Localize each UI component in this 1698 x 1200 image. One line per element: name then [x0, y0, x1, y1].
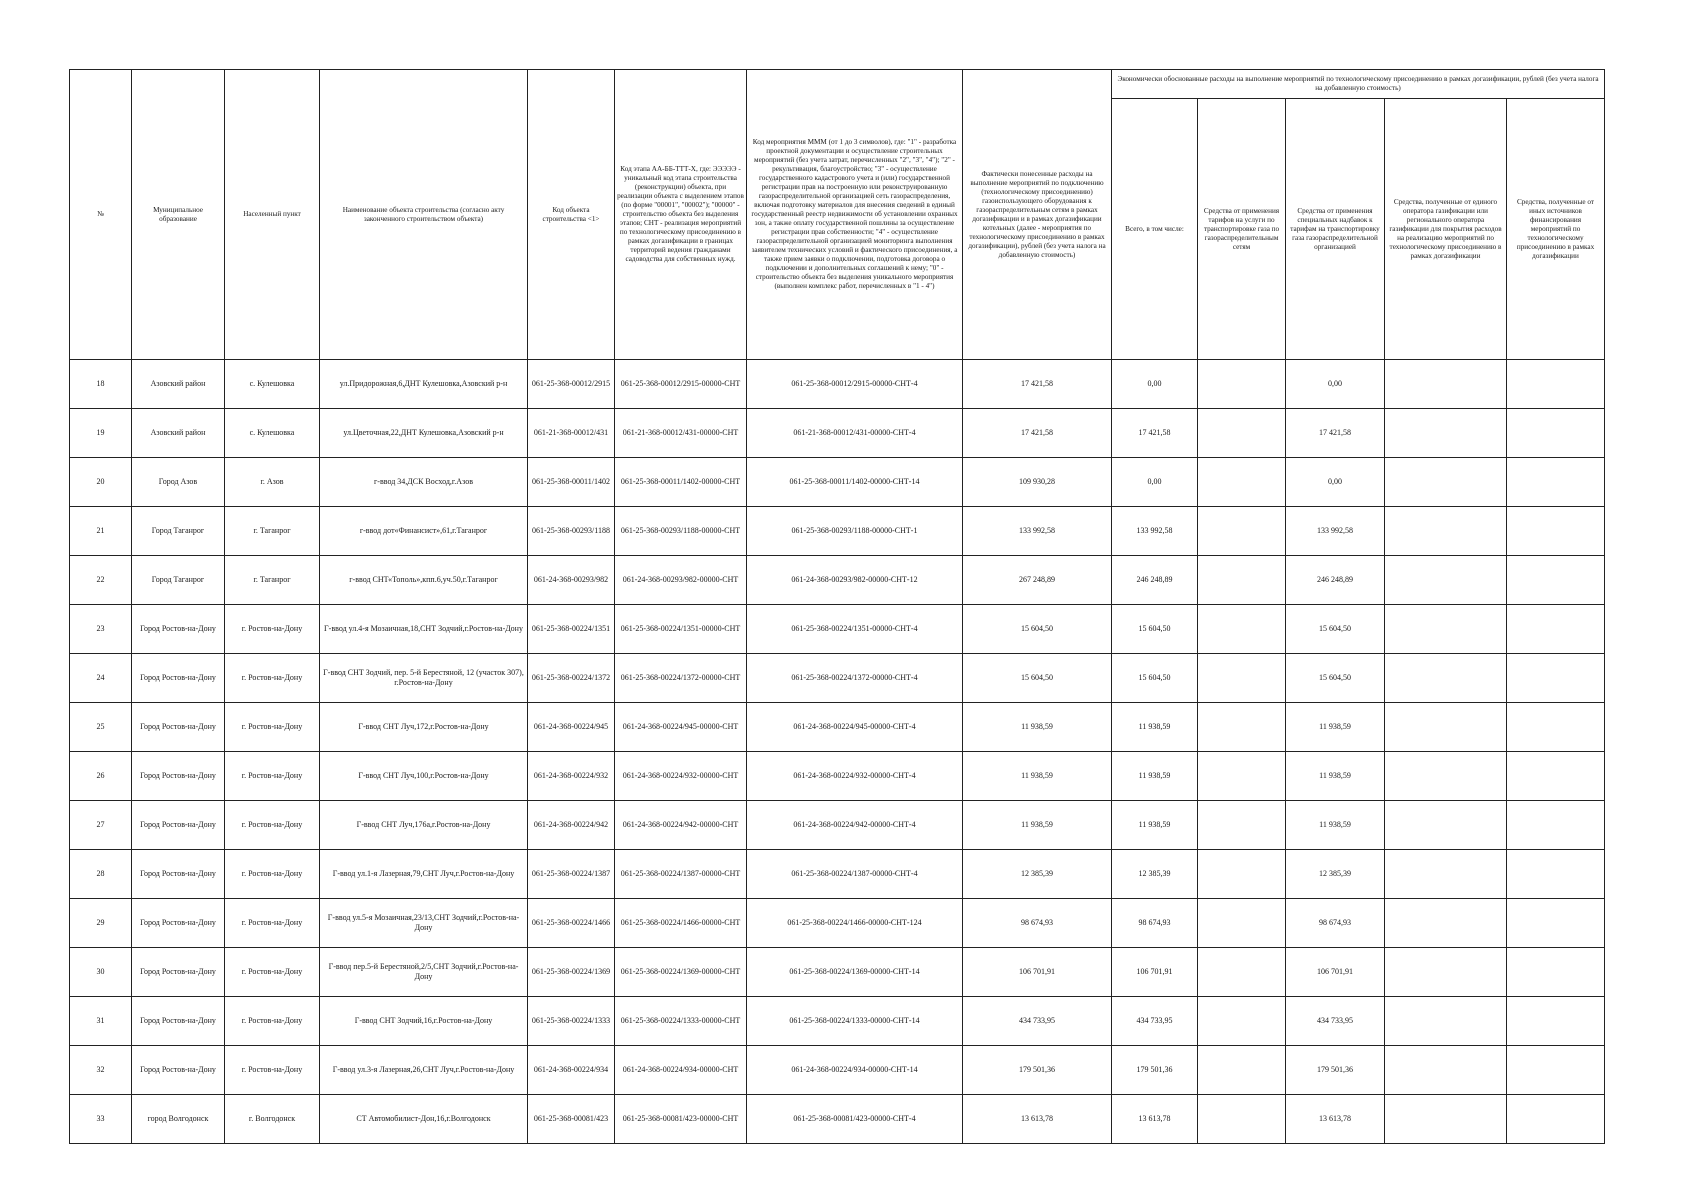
cell-event-code: 061-25-368-00293/1188-00000-СНТ-1: [747, 507, 963, 556]
cell-stage-code: 061-25-368-00224/1369-00000-СНТ: [615, 948, 747, 997]
cell-total: 179 501,36: [1112, 1046, 1198, 1095]
cell-municipality: Город Ростов-на-Дону: [132, 703, 225, 752]
cell-object-code: 061-25-368-00293/1188: [528, 507, 615, 556]
cell-total: 106 701,91: [1112, 948, 1198, 997]
cell-single-operator: [1385, 1095, 1507, 1144]
cell-total: 434 733,95: [1112, 997, 1198, 1046]
cell-object-code: 061-25-368-00081/423: [528, 1095, 615, 1144]
header-event-code: Код мероприятия МММ (от 1 до 3 символов), где: "1" - разработка проектной документации и осуществление строительных мероприятий (без учета затрат, перечисленных "2", "3", "4"); "2" - рекультивация, благоустройство; "3" - осуществление государственного кадастрового учета и (или) государственной регистрации прав на построенную или реконструированную газораспределительной организацией сеть газораспределения, включая подготовку материалов для внесения сведений в единый государственный реестр недвижимости об установлении охранных зон, а также оплату государственной пошлины за осуществление регистрации прав собственности; "4" - осуществление газораспределительной организацией мониторинга выполнения заявителем технических условий и фактического присоединения, а также прием заявки о подключении, подготовка договора о подключении и дополнительных соглашений к нему; "0" - строительство объекта без выделения уникального мероприятия (выполнен комплекс работ, перечисленных в "1 - 4"): [747, 70, 963, 360]
cell-actual-costs: 13 613,78: [963, 1095, 1112, 1144]
cell-settlement: г. Ростов-на-Дону: [225, 997, 320, 1046]
cell-num: 33: [70, 1095, 132, 1144]
cell-total: 11 938,59: [1112, 703, 1198, 752]
cell-object-code: 061-24-368-00224/942: [528, 801, 615, 850]
cell-tariff-transport: [1198, 899, 1286, 948]
table-row: [70, 458, 1605, 507]
cell-object-name: г-ввод СНТ«Тополь»,кпп.6,уч.50,г.Таганрог: [320, 556, 528, 605]
cell-num: 28: [70, 850, 132, 899]
cell-stage-code: 061-24-368-00224/932-00000-СНТ: [615, 752, 747, 801]
cell-total: 12 385,39: [1112, 850, 1198, 899]
cell-object-code: 061-25-368-00011/1402: [528, 458, 615, 507]
cell-event-code: 061-25-368-00011/1402-00000-СНТ-14: [747, 458, 963, 507]
cell-object-code: 061-25-368-00224/1372: [528, 654, 615, 703]
cell-object-code: 061-24-368-00224/932: [528, 752, 615, 801]
cell-object-name: Г-ввод ул.4-я Мозаичная,18,СНТ Зодчий,г.Ростов-на-Дону: [320, 605, 528, 654]
cell-other-sources: [1507, 360, 1605, 409]
table-row: [70, 801, 1605, 850]
costs-table: [69, 69, 1605, 1144]
cell-event-code: 061-25-368-00224/1387-00000-СНТ-4: [747, 850, 963, 899]
cell-num: 26: [70, 752, 132, 801]
cell-tariff-transport: [1198, 703, 1286, 752]
cell-municipality: Азовский район: [132, 360, 225, 409]
cell-other-sources: [1507, 948, 1605, 997]
cell-total: 0,00: [1112, 360, 1198, 409]
cell-event-code: 061-24-368-00293/982-00000-СНТ-12: [747, 556, 963, 605]
cell-special-markups: 106 701,91: [1286, 948, 1385, 997]
header-tariff-transport: Средства от применения тарифов на услуги по транспортировке газа по газораспределительным сетям: [1198, 99, 1286, 360]
cell-settlement: г. Ростов-на-Дону: [225, 703, 320, 752]
cell-municipality: Азовский район: [132, 409, 225, 458]
cell-single-operator: [1385, 556, 1507, 605]
cell-special-markups: 17 421,58: [1286, 409, 1385, 458]
cell-other-sources: [1507, 703, 1605, 752]
cell-tariff-transport: [1198, 948, 1286, 997]
cell-num: 31: [70, 997, 132, 1046]
cell-other-sources: [1507, 556, 1605, 605]
cell-special-markups: 11 938,59: [1286, 801, 1385, 850]
cell-tariff-transport: [1198, 360, 1286, 409]
cell-actual-costs: 11 938,59: [963, 703, 1112, 752]
header-settlement: Населенный пункт: [225, 70, 320, 360]
header-num: №: [70, 70, 132, 360]
cell-municipality: Город Ростов-на-Дону: [132, 997, 225, 1046]
cell-settlement: г. Ростов-на-Дону: [225, 1046, 320, 1095]
cell-special-markups: 15 604,50: [1286, 605, 1385, 654]
table-row: [70, 1095, 1605, 1144]
cell-stage-code: 061-25-368-00224/1372-00000-СНТ: [615, 654, 747, 703]
cell-num: 24: [70, 654, 132, 703]
header-special-markups: Средства от применения специальных надбавок к тарифам на транспортировку газа газораспределительной организацией: [1286, 99, 1385, 360]
cell-num: 23: [70, 605, 132, 654]
cell-num: 32: [70, 1046, 132, 1095]
cell-other-sources: [1507, 1095, 1605, 1144]
cell-municipality: город Волгодонск: [132, 1095, 225, 1144]
cell-stage-code: 061-25-368-00224/1351-00000-СНТ: [615, 605, 747, 654]
cell-total: 133 992,58: [1112, 507, 1198, 556]
cell-municipality: Город Ростов-на-Дону: [132, 850, 225, 899]
cell-object-name: СТ Автомобилист-Дон,16,г.Волгодонск: [320, 1095, 528, 1144]
cell-municipality: Город Азов: [132, 458, 225, 507]
cell-single-operator: [1385, 997, 1507, 1046]
cell-event-code: 061-25-368-00012/2915-00000-СНТ-4: [747, 360, 963, 409]
cell-actual-costs: 11 938,59: [963, 752, 1112, 801]
cell-object-code: 061-25-368-00224/1387: [528, 850, 615, 899]
cell-single-operator: [1385, 458, 1507, 507]
cell-special-markups: 98 674,93: [1286, 899, 1385, 948]
cell-other-sources: [1507, 1046, 1605, 1095]
header-other-sources: Средства, полученные от иных источников финансирования мероприятий по технологическому присоединению в рамках догазификации: [1507, 99, 1605, 360]
cell-settlement: с. Кулешовка: [225, 360, 320, 409]
cell-object-name: Г-ввод СНТ Луч,176а,г.Ростов-на-Дону: [320, 801, 528, 850]
cell-settlement: г. Таганрог: [225, 507, 320, 556]
cell-actual-costs: 179 501,36: [963, 1046, 1112, 1095]
cell-num: 22: [70, 556, 132, 605]
cell-stage-code: 061-24-368-00293/982-00000-СНТ: [615, 556, 747, 605]
cell-other-sources: [1507, 899, 1605, 948]
cell-tariff-transport: [1198, 605, 1286, 654]
cell-object-name: г-ввод дот«Финансист»,61,г.Таганрог: [320, 507, 528, 556]
cell-stage-code: 061-25-368-00293/1188-00000-СНТ: [615, 507, 747, 556]
cell-municipality: Город Таганрог: [132, 556, 225, 605]
cell-tariff-transport: [1198, 997, 1286, 1046]
header-total: Всего, в том числе:: [1112, 99, 1198, 360]
cell-settlement: г. Таганрог: [225, 556, 320, 605]
header-municipality: Муниципальное образование: [132, 70, 225, 360]
cell-tariff-transport: [1198, 654, 1286, 703]
cell-object-code: 061-25-368-00012/2915: [528, 360, 615, 409]
cell-tariff-transport: [1198, 801, 1286, 850]
table-row: [70, 654, 1605, 703]
cell-single-operator: [1385, 507, 1507, 556]
cell-municipality: Город Ростов-на-Дону: [132, 899, 225, 948]
cell-special-markups: 13 613,78: [1286, 1095, 1385, 1144]
cell-object-code: 061-25-368-00224/1333: [528, 997, 615, 1046]
cell-special-markups: 434 733,95: [1286, 997, 1385, 1046]
header-econ-group: Экономически обоснованные расходы на выполнение мероприятий по технологическому присоединению в рамках догазификации, рублей (без учета налога на добавленную стоимость): [1112, 70, 1605, 99]
cell-stage-code: 061-21-368-00012/431-00000-СНТ: [615, 409, 747, 458]
cell-object-name: Г-ввод СНТ Луч,100,г.Ростов-на-Дону: [320, 752, 528, 801]
cell-single-operator: [1385, 605, 1507, 654]
cell-object-code: 061-21-368-00012/431: [528, 409, 615, 458]
cell-num: 20: [70, 458, 132, 507]
cell-object-code: 061-24-368-00224/945: [528, 703, 615, 752]
cell-actual-costs: 109 930,28: [963, 458, 1112, 507]
cell-event-code: 061-25-368-00081/423-00000-СНТ-4: [747, 1095, 963, 1144]
cell-special-markups: 133 992,58: [1286, 507, 1385, 556]
cell-actual-costs: 133 992,58: [963, 507, 1112, 556]
cell-settlement: г. Ростов-на-Дону: [225, 654, 320, 703]
table-row: [70, 703, 1605, 752]
cell-tariff-transport: [1198, 507, 1286, 556]
cell-settlement: г. Ростов-на-Дону: [225, 605, 320, 654]
cell-total: 11 938,59: [1112, 752, 1198, 801]
cell-num: 29: [70, 899, 132, 948]
cell-stage-code: 061-24-368-00224/934-00000-СНТ: [615, 1046, 747, 1095]
table-row: [70, 948, 1605, 997]
cell-total: 17 421,58: [1112, 409, 1198, 458]
cell-stage-code: 061-25-368-00224/1466-00000-СНТ: [615, 899, 747, 948]
cell-actual-costs: 98 674,93: [963, 899, 1112, 948]
cell-total: 15 604,50: [1112, 605, 1198, 654]
cell-total: 15 604,50: [1112, 654, 1198, 703]
table-row: [70, 360, 1605, 409]
cell-object-name: Г-ввод ул.5-я Мозаичная,23/13,СНТ Зодчий,г.Ростов-на-Дону: [320, 899, 528, 948]
cell-total: 98 674,93: [1112, 899, 1198, 948]
cell-event-code: 061-25-368-00224/1333-00000-СНТ-14: [747, 997, 963, 1046]
cell-other-sources: [1507, 752, 1605, 801]
cell-municipality: Город Ростов-на-Дону: [132, 948, 225, 997]
cell-stage-code: 061-25-368-00224/1387-00000-СНТ: [615, 850, 747, 899]
cell-tariff-transport: [1198, 1046, 1286, 1095]
cell-actual-costs: 434 733,95: [963, 997, 1112, 1046]
cell-actual-costs: 106 701,91: [963, 948, 1112, 997]
cell-special-markups: 0,00: [1286, 360, 1385, 409]
table-row: [70, 507, 1605, 556]
cell-stage-code: 061-24-368-00224/945-00000-СНТ: [615, 703, 747, 752]
cell-num: 19: [70, 409, 132, 458]
table-body: [70, 360, 1605, 1144]
header-actual-costs: Фактически понесенные расходы на выполнение мероприятий по подключению (технологическому присоединению) газоиспользующего оборудования к газораспределительным сетям в рамках догазификации и в рамках догазификации котельных (далее - мероприятия по технологическому присоединению в рамках догазификации), рублей (без учета налога на добавленную стоимость): [963, 70, 1112, 360]
cell-event-code: 061-24-368-00224/942-00000-СНТ-4: [747, 801, 963, 850]
cell-actual-costs: 11 938,59: [963, 801, 1112, 850]
cell-settlement: г. Ростов-на-Дону: [225, 899, 320, 948]
cell-single-operator: [1385, 409, 1507, 458]
cell-object-code: 061-24-368-00293/982: [528, 556, 615, 605]
cell-special-markups: 11 938,59: [1286, 752, 1385, 801]
cell-tariff-transport: [1198, 850, 1286, 899]
cell-object-name: Г-ввод пер.5-й Берестяной,2/5,СНТ Зодчий,г.Ростов-на-Дону: [320, 948, 528, 997]
cell-actual-costs: 17 421,58: [963, 409, 1112, 458]
cell-other-sources: [1507, 605, 1605, 654]
cell-total: 246 248,89: [1112, 556, 1198, 605]
cell-other-sources: [1507, 507, 1605, 556]
cell-special-markups: 15 604,50: [1286, 654, 1385, 703]
cell-total: 11 938,59: [1112, 801, 1198, 850]
cell-event-code: 061-25-368-00224/1351-00000-СНТ-4: [747, 605, 963, 654]
cell-total: 13 613,78: [1112, 1095, 1198, 1144]
cell-other-sources: [1507, 997, 1605, 1046]
cell-event-code: 061-24-368-00224/934-00000-СНТ-14: [747, 1046, 963, 1095]
cell-num: 25: [70, 703, 132, 752]
cell-event-code: 061-24-368-00224/945-00000-СНТ-4: [747, 703, 963, 752]
cell-event-code: 061-25-368-00224/1466-00000-СНТ-124: [747, 899, 963, 948]
cell-municipality: Город Ростов-на-Дону: [132, 752, 225, 801]
cell-tariff-transport: [1198, 409, 1286, 458]
cell-num: 30: [70, 948, 132, 997]
cell-object-name: Г-ввод СНТ Зодчий, пер. 5-й Берестяной, 12 (участок 307), г.Ростов-на-Дону: [320, 654, 528, 703]
cell-single-operator: [1385, 703, 1507, 752]
cell-num: 18: [70, 360, 132, 409]
cell-event-code: 061-25-368-00224/1372-00000-СНТ-4: [747, 654, 963, 703]
table-row: [70, 556, 1605, 605]
header-object-name: Наименование объекта строительства (согласно акту законченного строительством объекта): [320, 70, 528, 360]
cell-event-code: 061-21-368-00012/431-00000-СНТ-4: [747, 409, 963, 458]
cell-stage-code: 061-25-368-00081/423-00000-СНТ: [615, 1095, 747, 1144]
cell-single-operator: [1385, 850, 1507, 899]
cell-other-sources: [1507, 654, 1605, 703]
header-object-code: Код объекта строительства <1>: [528, 70, 615, 360]
cell-municipality: Город Ростов-на-Дону: [132, 654, 225, 703]
cell-settlement: г. Ростов-на-Дону: [225, 752, 320, 801]
cell-other-sources: [1507, 850, 1605, 899]
cell-special-markups: 12 385,39: [1286, 850, 1385, 899]
cell-single-operator: [1385, 801, 1507, 850]
cell-other-sources: [1507, 409, 1605, 458]
cell-num: 27: [70, 801, 132, 850]
cell-settlement: г. Азов: [225, 458, 320, 507]
cell-object-name: Г-ввод СНТ Зодчий,16,г.Ростов-на-Дону: [320, 997, 528, 1046]
table-row: [70, 605, 1605, 654]
cell-other-sources: [1507, 801, 1605, 850]
cell-stage-code: 061-24-368-00224/942-00000-СНТ: [615, 801, 747, 850]
cell-num: 21: [70, 507, 132, 556]
cell-municipality: Город Ростов-на-Дону: [132, 801, 225, 850]
cell-stage-code: 061-25-368-00224/1333-00000-СНТ: [615, 997, 747, 1046]
cell-object-name: ул.Придорожная,6,ДНТ Кулешовка,Азовский р-н: [320, 360, 528, 409]
table-row: [70, 1046, 1605, 1095]
cell-tariff-transport: [1198, 556, 1286, 605]
table-row: [70, 899, 1605, 948]
cell-single-operator: [1385, 360, 1507, 409]
cell-settlement: г. Ростов-на-Дону: [225, 948, 320, 997]
cell-settlement: г. Ростов-на-Дону: [225, 850, 320, 899]
cell-stage-code: 061-25-368-00012/2915-00000-СНТ: [615, 360, 747, 409]
table-row: [70, 850, 1605, 899]
cell-single-operator: [1385, 899, 1507, 948]
table-row: [70, 752, 1605, 801]
cell-other-sources: [1507, 458, 1605, 507]
cell-event-code: 061-25-368-00224/1369-00000-СНТ-14: [747, 948, 963, 997]
table-row: [70, 997, 1605, 1046]
cell-event-code: 061-24-368-00224/932-00000-СНТ-4: [747, 752, 963, 801]
cell-object-name: ул.Цветочная,22,ДНТ Кулешовка,Азовский р-н: [320, 409, 528, 458]
cell-tariff-transport: [1198, 458, 1286, 507]
cell-object-code: 061-25-368-00224/1351: [528, 605, 615, 654]
cell-actual-costs: 17 421,58: [963, 360, 1112, 409]
cell-single-operator: [1385, 948, 1507, 997]
cell-object-name: г-ввод 34,ДСК Восход,г.Азов: [320, 458, 528, 507]
cell-object-code: 061-24-368-00224/934: [528, 1046, 615, 1095]
cell-settlement: г. Ростов-на-Дону: [225, 801, 320, 850]
cell-total: 0,00: [1112, 458, 1198, 507]
cell-actual-costs: 12 385,39: [963, 850, 1112, 899]
cell-municipality: Город Ростов-на-Дону: [132, 605, 225, 654]
cell-object-code: 061-25-368-00224/1369: [528, 948, 615, 997]
cell-single-operator: [1385, 1046, 1507, 1095]
header-stage-code: Код этапа АА-ББ-ТТТ-Х, где: ЭЭЭЭЭ - уникальный код этапа строительства (реконструкции) объекта, при реализации объекта с выделением этапов (по форме "00001", "00002"); "00000" - строительство объекта без выделения этапов; СНТ - реализация мероприятий по технологическому присоединению в рамках догазификации в границах территорий ведения гражданами садоводства для собственных нужд.: [615, 70, 747, 360]
cell-special-markups: 11 938,59: [1286, 703, 1385, 752]
cell-municipality: Город Таганрог: [132, 507, 225, 556]
cell-object-name: Г-ввод СНТ Луч,172,г.Ростов-на-Дону: [320, 703, 528, 752]
cell-actual-costs: 15 604,50: [963, 605, 1112, 654]
cell-special-markups: 246 248,89: [1286, 556, 1385, 605]
cell-municipality: Город Ростов-на-Дону: [132, 1046, 225, 1095]
cell-settlement: с. Кулешовка: [225, 409, 320, 458]
cell-settlement: г. Волгодонск: [225, 1095, 320, 1144]
cell-single-operator: [1385, 752, 1507, 801]
cell-single-operator: [1385, 654, 1507, 703]
cell-tariff-transport: [1198, 752, 1286, 801]
cell-object-name: Г-ввод ул.3-я Лазерная,26,СНТ Луч,г.Ростов-на-Дону: [320, 1046, 528, 1095]
cell-special-markups: 179 501,36: [1286, 1046, 1385, 1095]
cell-stage-code: 061-25-368-00011/1402-00000-СНТ: [615, 458, 747, 507]
cell-object-code: 061-25-368-00224/1466: [528, 899, 615, 948]
table-row: [70, 409, 1605, 458]
cell-object-name: Г-ввод ул.1-я Лазерная,79,СНТ Луч,г.Ростов-на-Дону: [320, 850, 528, 899]
cell-actual-costs: 15 604,50: [963, 654, 1112, 703]
cell-actual-costs: 267 248,89: [963, 556, 1112, 605]
cell-special-markups: 0,00: [1286, 458, 1385, 507]
cell-tariff-transport: [1198, 1095, 1286, 1144]
header-single-operator: Средства, полученные от единого оператора газификации или регионального оператора газификации для покрытия расходов на реализацию мероприятий по технологическому присоединению в рамках догазификации: [1385, 99, 1507, 360]
